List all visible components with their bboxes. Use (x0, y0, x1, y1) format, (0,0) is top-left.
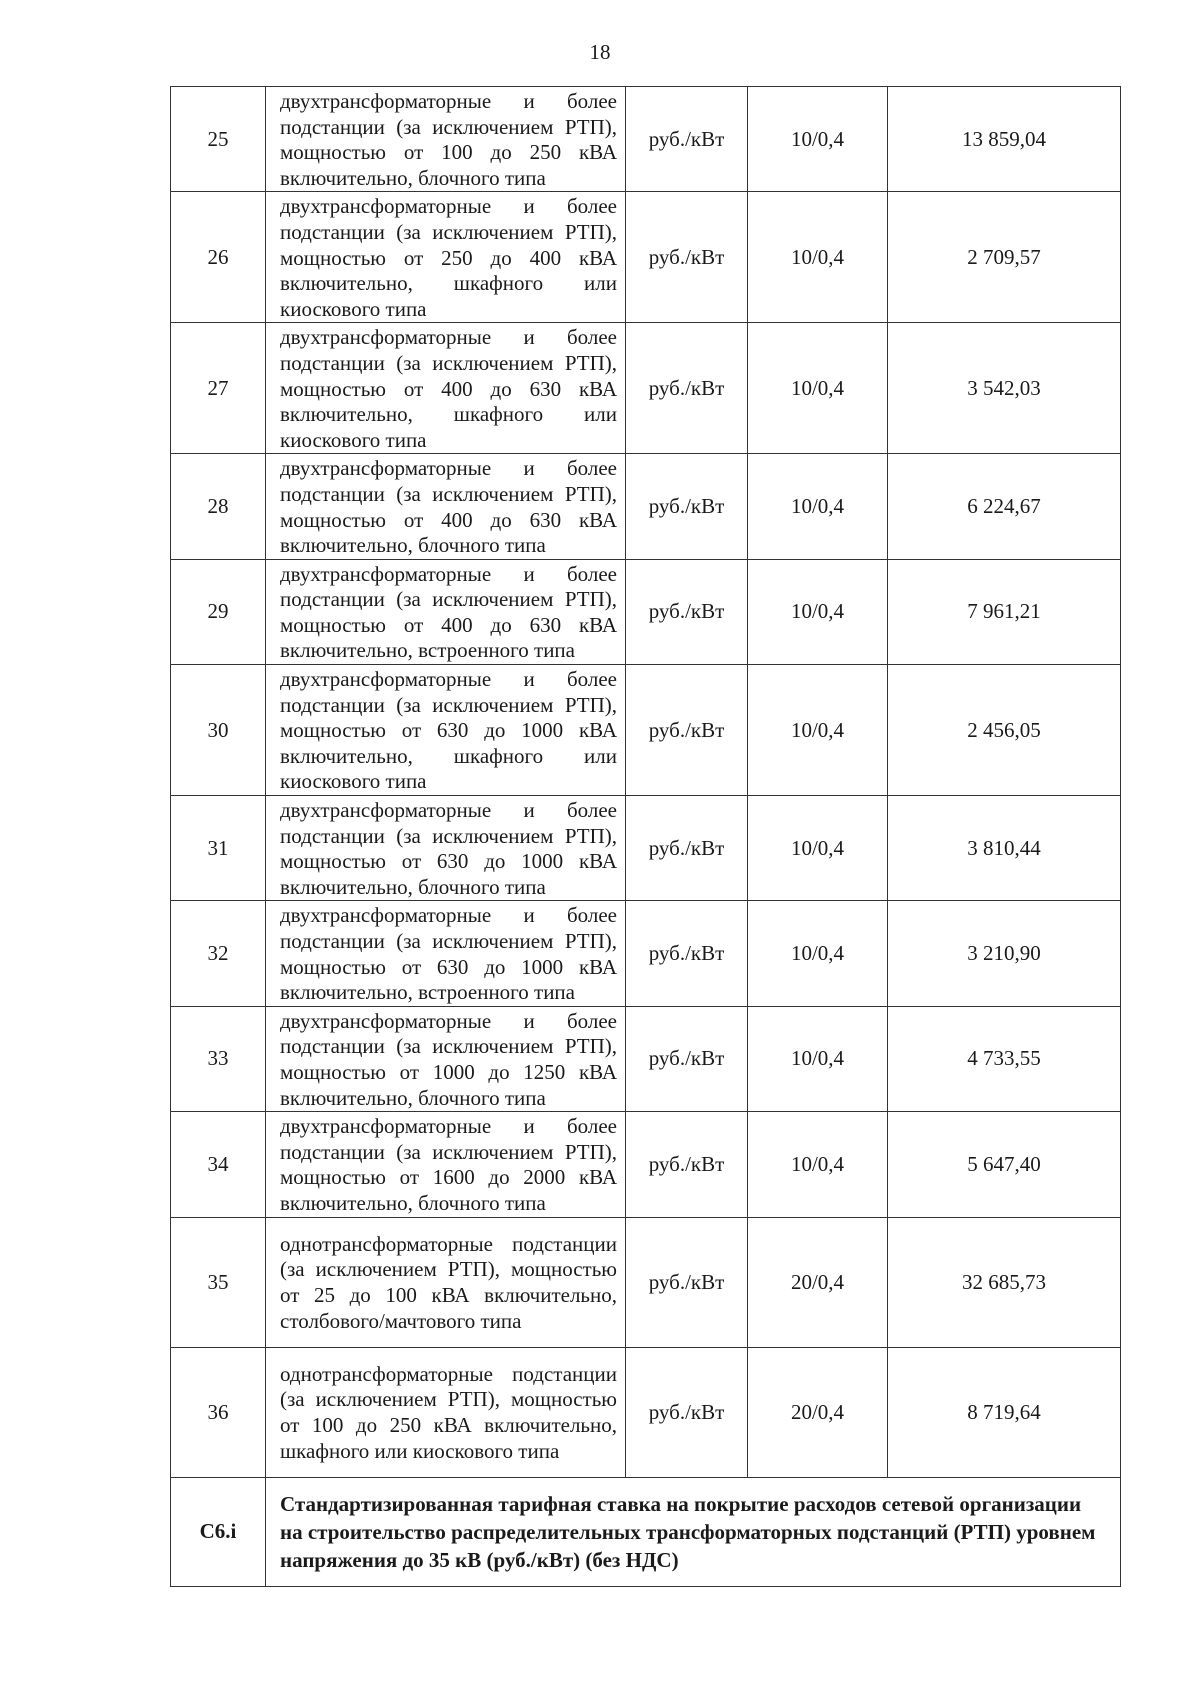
table-row (171, 1347, 1121, 1477)
row-unit: руб./кВт (626, 901, 748, 1006)
row-description: двухтрансформаторные и более подстанции (за исключением РТП), мощностью от 630 до 1000 кВА включительно, шкафного или киоскового типа (266, 665, 626, 796)
row-value: 2 709,57 (888, 192, 1121, 323)
row-number: 35 (171, 1217, 266, 1347)
table-row (171, 454, 1121, 559)
row-unit: руб./кВт (626, 192, 748, 323)
row-voltage: 10/0,4 (748, 901, 888, 1006)
row-description: однотрансформаторные подстанции (за исключением РТП), мощностью от 25 до 100 кВА включительно, столбового/мачтового типа (266, 1217, 626, 1347)
table-row (171, 323, 1121, 454)
row-number: 31 (171, 796, 266, 901)
row-description: двухтрансформаторные и более подстанции (за исключением РТП), мощностью от 400 до 630 кВА включительно, встроенного типа (266, 559, 626, 664)
row-value: 3 810,44 (888, 796, 1121, 901)
row-number: 36 (171, 1347, 266, 1477)
row-voltage: 20/0,4 (748, 1347, 888, 1477)
row-description: двухтрансформаторные и более подстанции (за исключением РТП), мощностью от 400 до 630 кВА включительно, шкафного или киоскового типа (266, 323, 626, 454)
row-unit: руб./кВт (626, 559, 748, 664)
row-voltage: 10/0,4 (748, 559, 888, 664)
row-voltage: 10/0,4 (748, 1112, 888, 1217)
row-unit: руб./кВт (626, 796, 748, 901)
table-row (171, 559, 1121, 664)
table-row (171, 1006, 1121, 1111)
row-number: 25 (171, 87, 266, 192)
table-row (171, 901, 1121, 1006)
row-unit: руб./кВт (626, 1347, 748, 1477)
section-title: Стандартизированная тарифная ставка на покрытие расходов сетевой организации на строительство распределительных трансформаторных подстанций (РТП) уровнем напряжения до 35 кВ (руб./кВт) (без НДС) (266, 1477, 1121, 1586)
row-number: 34 (171, 1112, 266, 1217)
row-voltage: 10/0,4 (748, 87, 888, 192)
row-value: 7 961,21 (888, 559, 1121, 664)
row-value: 2 456,05 (888, 665, 1121, 796)
row-voltage: 20/0,4 (748, 1217, 888, 1347)
row-voltage: 10/0,4 (748, 323, 888, 454)
row-voltage: 10/0,4 (748, 665, 888, 796)
row-unit: руб./кВт (626, 87, 748, 192)
row-number: 26 (171, 192, 266, 323)
row-description: двухтрансформаторные и более подстанции (за исключением РТП), мощностью от 250 до 400 кВА включительно, шкафного или киоскового типа (266, 192, 626, 323)
row-description: однотрансформаторные подстанции (за исключением РТП), мощностью от 100 до 250 кВА включительно, шкафного или киоскового типа (266, 1347, 626, 1477)
table-row (171, 665, 1121, 796)
row-unit: руб./кВт (626, 323, 748, 454)
row-value: 5 647,40 (888, 1112, 1121, 1217)
row-description: двухтрансформаторные и более подстанции (за исключением РТП), мощностью от 630 до 1000 кВА включительно, блочного типа (266, 796, 626, 901)
section-row (171, 1477, 1121, 1586)
row-value: 6 224,67 (888, 454, 1121, 559)
row-description: двухтрансформаторные и более подстанции (за исключением РТП), мощностью от 100 до 250 кВА включительно, блочного типа (266, 87, 626, 192)
row-value: 4 733,55 (888, 1006, 1121, 1111)
row-description: двухтрансформаторные и более подстанции (за исключением РТП), мощностью от 400 до 630 кВА включительно, блочного типа (266, 454, 626, 559)
row-number: 33 (171, 1006, 266, 1111)
row-value: 32 685,73 (888, 1217, 1121, 1347)
row-description: двухтрансформаторные и более подстанции (за исключением РТП), мощностью от 1600 до 2000 кВА включительно, блочного типа (266, 1112, 626, 1217)
row-value: 3 542,03 (888, 323, 1121, 454)
row-unit: руб./кВт (626, 1006, 748, 1111)
table-row (171, 192, 1121, 323)
row-unit: руб./кВт (626, 665, 748, 796)
row-unit: руб./кВт (626, 1112, 748, 1217)
row-value: 8 719,64 (888, 1347, 1121, 1477)
table-row (171, 796, 1121, 901)
row-number: 28 (171, 454, 266, 559)
tariff-table (170, 86, 1121, 1587)
row-voltage: 10/0,4 (748, 1006, 888, 1111)
table-row (171, 1112, 1121, 1217)
table-row (171, 87, 1121, 192)
row-number: 27 (171, 323, 266, 454)
row-voltage: 10/0,4 (748, 796, 888, 901)
row-description: двухтрансформаторные и более подстанции (за исключением РТП), мощностью от 1000 до 1250 кВА включительно, блочного типа (266, 1006, 626, 1111)
page-number: 18 (589, 40, 611, 64)
row-value: 3 210,90 (888, 901, 1121, 1006)
table-row (171, 1217, 1121, 1347)
row-description: двухтрансформаторные и более подстанции (за исключением РТП), мощностью от 630 до 1000 кВА включительно, встроенного типа (266, 901, 626, 1006)
row-voltage: 10/0,4 (748, 192, 888, 323)
row-number: 32 (171, 901, 266, 1006)
row-value: 13 859,04 (888, 87, 1121, 192)
row-voltage: 10/0,4 (748, 454, 888, 559)
row-unit: руб./кВт (626, 1217, 748, 1347)
row-number: 29 (171, 559, 266, 664)
section-code: С6.i (171, 1477, 266, 1586)
row-unit: руб./кВт (626, 454, 748, 559)
row-number: 30 (171, 665, 266, 796)
